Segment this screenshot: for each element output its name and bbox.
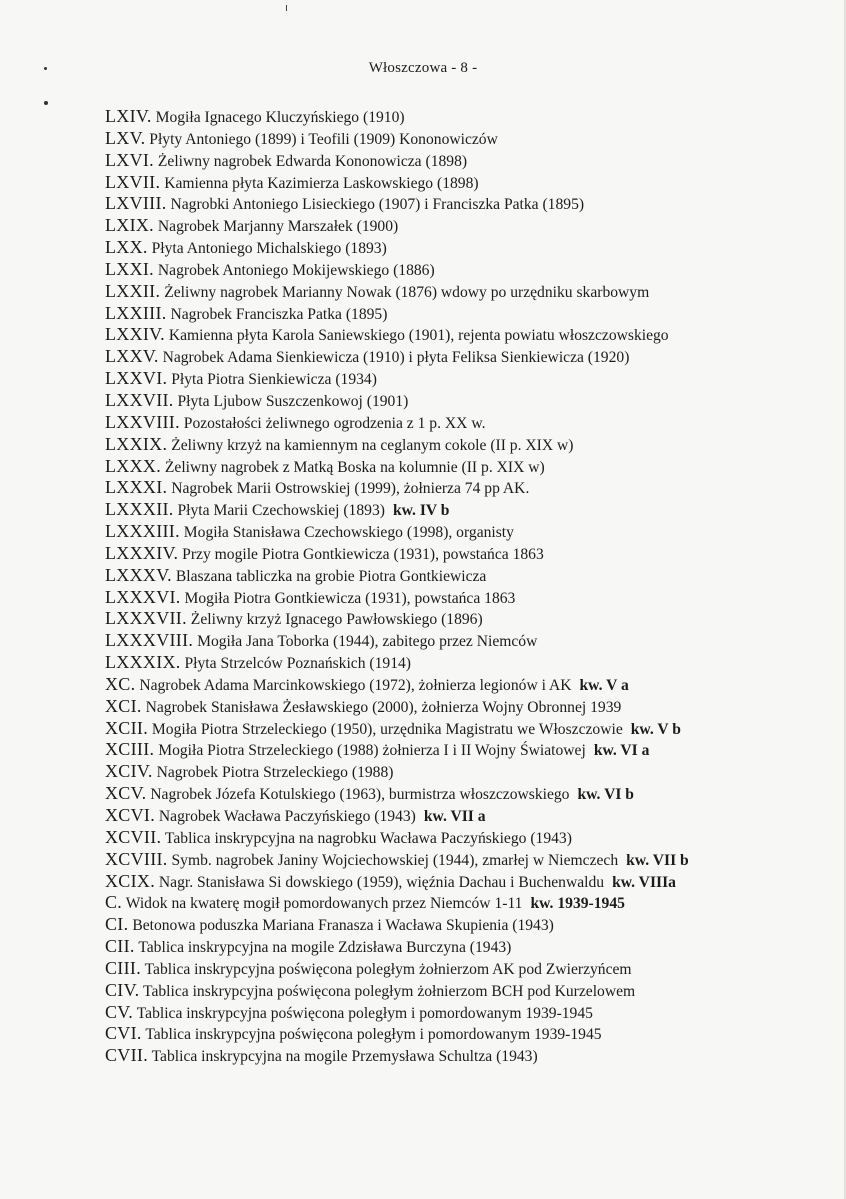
entry-number: CVI. xyxy=(105,1023,142,1044)
entry-number: C. xyxy=(105,892,123,913)
entry-text: Symb. nagrobek Janiny Wojciechowskiej (1944), zmarłej w Niemczech xyxy=(171,851,619,869)
list-item xyxy=(105,783,805,805)
entry-text: Tablica inskrypcyjna poświęcona poległym żołnierzom AK pod Zwierzyńcem xyxy=(144,960,632,978)
list-item xyxy=(105,805,805,827)
entry-number: LXXXV. xyxy=(105,564,172,585)
entry-number: LXVII. xyxy=(105,171,161,192)
entry-text: Mogiła Jana Toborka (1944), zabitego przez Niemców xyxy=(197,633,538,651)
entry-number: CIV. xyxy=(105,979,140,1000)
entry-number: LXXVII. xyxy=(105,389,174,410)
entry-number: LXXXI. xyxy=(105,477,168,498)
entry-number: XCV. xyxy=(105,783,147,804)
list-item xyxy=(105,150,805,172)
entry-text: Nagrobek Marii Ostrowskiej (1999), żołnierza 74 pp AK. xyxy=(171,480,530,498)
entry-number: CIII. xyxy=(105,957,141,978)
entry-number: LXV. xyxy=(105,127,146,148)
list-item xyxy=(105,128,805,150)
entry-number: LXXIII. xyxy=(105,302,167,323)
list-item xyxy=(105,739,805,761)
entry-number: XCII. xyxy=(105,717,148,738)
list-item xyxy=(105,587,805,609)
entry-text: Nagrobek Stanisława Żesławskiego (2000), żołnierza Wojny Obronnej 1939 xyxy=(145,698,622,716)
list-item xyxy=(105,1023,805,1045)
entry-text: Płyty Antoniego (1899) i Teofili (1909) Kononowiczów xyxy=(149,130,498,148)
entry-text: Nagrobek Wacława Paczyńskiego (1943) xyxy=(158,808,416,825)
list-item xyxy=(105,193,805,215)
entry-text: Żeliwny nagrobek Edwarda Kononowicza (1898) xyxy=(157,152,468,170)
entry-section: kw. VIIIa xyxy=(612,873,676,891)
entry-text: Przy mogile Piotra Gontkiewicza (1931), powstańca 1863 xyxy=(182,545,544,563)
list-item xyxy=(105,237,805,259)
entry-text: Płyta Ljubow Suszczenkowoj (1901) xyxy=(177,392,409,410)
list-item xyxy=(105,324,805,346)
list-item xyxy=(105,936,805,958)
entry-text: Tablica inskrypcyjna na nagrobku Wacława Paczyńskiego (1943) xyxy=(164,829,572,847)
list-item xyxy=(105,827,805,849)
list-item xyxy=(105,630,805,652)
list-item xyxy=(105,652,805,674)
list-item xyxy=(105,696,805,718)
entry-number: LXXIX. xyxy=(105,433,168,454)
entry-text: Nagrobek Franciszka Patka (1895) xyxy=(170,305,388,323)
entry-text: Płyta Strzelców Poznańskich (1914) xyxy=(184,655,411,673)
entry-text: Płyta Piotra Sienkiewicza (1934) xyxy=(171,371,377,389)
entry-text: Płyta Marii Czechowskiej (1893) xyxy=(177,502,385,520)
page-title: Włoszczowa - 8 - xyxy=(368,60,478,76)
entry-section: kw. VI b xyxy=(577,786,634,804)
list-item xyxy=(105,958,805,980)
list-item xyxy=(105,303,805,325)
entry-number: LXXVIII. xyxy=(105,411,180,432)
list-item xyxy=(105,871,805,893)
entry-text: Nagrobek Antoniego Mokijewskiego (1886) xyxy=(157,261,435,279)
entry-number: LXXXVIII. xyxy=(105,630,194,651)
entry-text: Widok na kwaterę mogił pomordowanych przez Niemców 1-11 xyxy=(125,895,523,913)
entry-number: LXVIII. xyxy=(105,193,167,214)
entry-number: LXXIV. xyxy=(105,324,165,345)
entry-number: LXVI. xyxy=(105,149,154,170)
entry-text: Płyta Antoniego Michalskiego (1893) xyxy=(151,240,387,258)
list-item xyxy=(105,1002,805,1024)
entry-number: CVII. xyxy=(105,1045,148,1066)
entry-text: Tablica inskrypcyjna na mogile Przemysława Schultza (1943) xyxy=(151,1048,538,1066)
entry-text: Nagrobek Adama Sienkiewicza (1910) i płyta Feliksa Sienkiewicza (1920) xyxy=(162,349,630,367)
list-item xyxy=(105,521,805,543)
entry-text: Mogiła Piotra Gontkiewicza (1931), powstańca 1863 xyxy=(184,589,516,607)
list-item xyxy=(105,914,805,936)
list-item xyxy=(105,106,805,128)
list-item xyxy=(105,412,805,434)
list-item xyxy=(105,980,805,1002)
list-item xyxy=(105,543,805,565)
list-item xyxy=(105,281,805,303)
entry-text: Mogiła Piotra Strzeleckiego (1950), urzędnika Magistratu we Włoszczowie xyxy=(151,720,623,738)
list-item xyxy=(105,608,805,630)
entry-text: Mogiła Piotra Strzeleckiego (1988) żołnierza I i II Wojny Światowej xyxy=(158,742,586,760)
list-item xyxy=(105,761,805,783)
entry-number: CI. xyxy=(105,914,129,935)
entry-number: XCVII. xyxy=(105,826,162,847)
list-item xyxy=(105,499,805,521)
list-item xyxy=(105,849,805,871)
entry-text: Nagrobek Adama Marcinkowskiego (1972), żołnierza legionów i AK xyxy=(139,676,572,694)
entry-number: XCIV. xyxy=(105,761,153,782)
entry-number: LXIX. xyxy=(105,215,154,236)
list-item xyxy=(105,346,805,368)
entry-text: Nagrobek Józefa Kotulskiego (1963), burmistrza włoszczowskiego xyxy=(150,786,570,804)
entry-number: LXXXIII. xyxy=(105,521,180,542)
entry-text: Pozostałości żeliwnego ogrodzenia z 1 p. XX w. xyxy=(183,414,486,432)
entry-number: LXXI. xyxy=(105,258,154,279)
entry-section: kw. V b xyxy=(630,720,681,738)
entry-number: LXXII. xyxy=(105,280,161,301)
entry-section: kw. IV b xyxy=(392,502,450,520)
entry-text: Tablica inskrypcyjna poświęcona poległym żołnierzom BCH pod Kurzelowem xyxy=(143,982,636,1000)
entry-section: kw. VII a xyxy=(423,808,486,825)
entry-list xyxy=(105,106,805,1067)
entry-number: CII. xyxy=(105,936,135,957)
entry-number: XCIII. xyxy=(105,739,155,760)
entry-section: kw. V a xyxy=(579,676,629,694)
list-item xyxy=(105,456,805,478)
entry-text: Blaszana tabliczka na grobie Piotra Gontkiewicza xyxy=(175,567,487,585)
entry-number: LXXXVI. xyxy=(105,586,181,607)
entry-section: kw. VII b xyxy=(626,851,689,869)
entry-text: Tablica inskrypcyjna poświęcona poległym i pomordowanym 1939-1945 xyxy=(145,1026,602,1044)
entry-number: XCI. xyxy=(105,695,142,716)
entry-number: LXXXVII. xyxy=(105,608,187,629)
entry-text: Mogiła Ignacego Kluczyńskiego (1910) xyxy=(155,109,405,126)
list-item xyxy=(105,259,805,281)
entry-text: Nagrobek Piotra Strzeleckiego (1988) xyxy=(156,764,394,782)
list-item xyxy=(105,1045,805,1067)
entry-number: XCIX. xyxy=(105,870,155,891)
entry-text: Tablica inskrypcyjna poświęcona poległym i pomordowanym 1939-1945 xyxy=(136,1004,593,1022)
entry-text: Betonowa poduszka Mariana Franasza i Wacława Skupienia (1943) xyxy=(132,917,554,935)
entry-number: CV. xyxy=(105,1001,134,1022)
entry-text: Żeliwny nagrobek z Matką Boska na kolumnie (II p. XIX w) xyxy=(164,458,545,476)
entry-text: Nagrobki Antoniego Lisieckiego (1907) i Franciszka Patka (1895) xyxy=(170,196,585,214)
entry-text: Kamienna płyta Kazimierza Laskowskiego (1898) xyxy=(164,174,479,192)
entry-text: Nagr. Stanisława Si dowskiego (1959), więźnia Dachau i Buchenwaldu xyxy=(158,873,605,891)
entry-text: Żeliwny nagrobek Marianny Nowak (1876) wdowy po urzędniku skarbowym xyxy=(164,283,650,301)
entry-section: kw. VI a xyxy=(593,742,650,760)
entry-number: XC. xyxy=(105,673,136,694)
entry-text: Nagrobek Marjanny Marszałek (1900) xyxy=(157,218,399,236)
scan-mark xyxy=(286,5,287,11)
entry-number: LXXXIV. xyxy=(105,542,179,563)
list-item xyxy=(105,368,805,390)
entry-number: LXXXIX. xyxy=(105,652,181,673)
entry-text: Tablica inskrypcyjna na mogile Zdzisława Burczyna (1943) xyxy=(138,939,512,957)
entry-section: kw. 1939-1945 xyxy=(530,895,625,913)
list-item xyxy=(105,215,805,237)
list-item xyxy=(105,892,805,914)
list-item xyxy=(105,718,805,740)
entry-text: Żeliwny krzyż na kamiennym na ceglanym cokole (II p. XIX w) xyxy=(171,436,574,454)
entry-text: Mogiła Stanisława Czechowskiego (1998), organisty xyxy=(183,524,514,542)
entry-number: LXXX. xyxy=(105,455,161,476)
entry-number: LXXXII. xyxy=(105,499,174,520)
list-item xyxy=(105,674,805,696)
scan-dot xyxy=(44,101,48,105)
entry-text: Żeliwny krzyż Ignacego Pawłowskiego (1896) xyxy=(190,611,483,629)
entry-number: XCVIII. xyxy=(105,848,168,869)
list-item xyxy=(105,172,805,194)
list-item xyxy=(105,565,805,587)
list-item xyxy=(105,477,805,499)
entry-number: LXXVI. xyxy=(105,368,168,389)
entry-text: Kamienna płyta Karola Saniewskiego (1901), rejenta powiatu włoszczowskiego xyxy=(168,327,669,345)
entry-number: LXXV. xyxy=(105,346,159,367)
entry-number: LXX. xyxy=(105,237,148,258)
entry-number: XCVI. xyxy=(105,805,155,825)
list-item xyxy=(105,390,805,412)
entry-number: LXIV. xyxy=(105,106,152,126)
list-item xyxy=(105,434,805,456)
